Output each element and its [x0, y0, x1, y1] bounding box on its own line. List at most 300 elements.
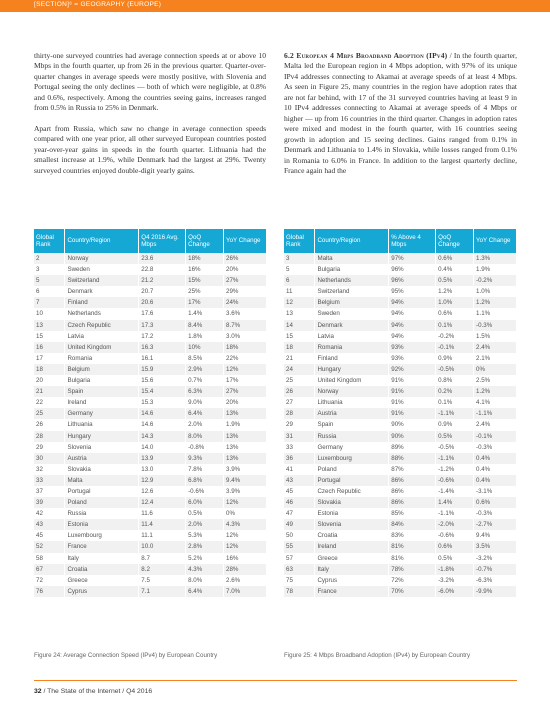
table-cell: Portugal — [65, 486, 139, 497]
table-cell: 10 — [34, 308, 65, 319]
table-cell: -6.3% — [474, 575, 517, 586]
table-row — [34, 453, 267, 464]
table-cell: 0.8% — [436, 375, 474, 386]
table-cell: -0.3% — [474, 442, 517, 453]
table-cell: Cyprus — [315, 575, 389, 586]
table-cell: -0.6% — [186, 486, 224, 497]
table-cell: Belgium — [315, 297, 389, 308]
table-cell: 97% — [389, 253, 436, 264]
table-cell: 0.5% — [436, 431, 474, 442]
table-cell: 14.3 — [139, 431, 186, 442]
table-cell: -1.8% — [436, 564, 474, 575]
table-cell: 16% — [224, 553, 267, 564]
table-cell: Belgium — [65, 364, 139, 375]
column-header: Global Rank — [34, 229, 65, 253]
table-cell: France — [315, 586, 389, 597]
table-cell: -2.0% — [436, 519, 474, 530]
table-cell: 12% — [224, 530, 267, 541]
table-cell: 3.9% — [224, 486, 267, 497]
table-cell: -0.5% — [436, 442, 474, 453]
table-cell: 4.1% — [474, 397, 517, 408]
table-cell: 8.5% — [186, 353, 224, 364]
table-cell: Sweden — [315, 308, 389, 319]
table-cell: -0.2% — [436, 331, 474, 342]
table-cell: 8.0% — [186, 431, 224, 442]
table-cell: United Kingdom — [315, 375, 389, 386]
table-cell: 8.0% — [186, 575, 224, 586]
table-cell: -1.1% — [436, 408, 474, 419]
table-cell: -1.2% — [436, 464, 474, 475]
table-cell: 2.4% — [474, 419, 517, 430]
table-cell: 94% — [389, 320, 436, 331]
table-cell: 46 — [284, 497, 315, 508]
table-cell: Spain — [315, 419, 389, 430]
table-cell: 8.4% — [186, 320, 224, 331]
table-cell: 8.7% — [224, 320, 267, 331]
column-header: YoY Change — [224, 229, 267, 253]
table-row — [284, 264, 517, 275]
table-row — [284, 342, 517, 353]
table-cell: 13 — [34, 320, 65, 331]
table-cell: 28% — [224, 564, 267, 575]
table-cell: 7.1 — [139, 586, 186, 597]
table-cell: 20% — [224, 397, 267, 408]
table-cell: 0.2% — [436, 386, 474, 397]
column-header: Country/Region — [65, 229, 139, 253]
table-row — [284, 486, 517, 497]
table-row — [34, 541, 267, 552]
table-cell: -3.2% — [436, 575, 474, 586]
table-cell: 20 — [34, 375, 65, 386]
table-cell: 78 — [284, 586, 315, 597]
table-row — [284, 508, 517, 519]
table-cell: 84% — [389, 519, 436, 530]
table-cell: 94% — [389, 297, 436, 308]
table-cell: 14.6 — [139, 408, 186, 419]
table-cell: 17.3 — [139, 320, 186, 331]
column-header: QoQ Change — [186, 229, 224, 253]
table-cell: Finland — [65, 297, 139, 308]
table-cell: 3 — [34, 264, 65, 275]
table-cell: 12% — [224, 364, 267, 375]
table-row — [34, 320, 267, 331]
figure-24-caption: Figure 24: Average Connection Speed (IPv4) by European Country — [34, 652, 218, 659]
table-row — [34, 586, 267, 597]
table-cell: 15.4 — [139, 386, 186, 397]
table-row — [284, 530, 517, 541]
table-cell: 2.6% — [224, 575, 267, 586]
table-cell: Lithuania — [65, 419, 139, 430]
table-row — [284, 275, 517, 286]
table-row — [34, 386, 267, 397]
table-cell: 5 — [284, 264, 315, 275]
table-cell: 49 — [284, 519, 315, 530]
table-cell: 15.3 — [139, 397, 186, 408]
table-cell: Malta — [315, 253, 389, 264]
table-cell: 81% — [389, 553, 436, 564]
table-cell: 10.0 — [139, 541, 186, 552]
table-cell: Netherlands — [65, 308, 139, 319]
table-cell: -6.0% — [436, 586, 474, 597]
table-cell: Denmark — [315, 320, 389, 331]
table-cell: 0.4% — [474, 475, 517, 486]
page-footer — [34, 688, 152, 695]
table-cell: Russia — [65, 508, 139, 519]
table-cell: 7.8% — [186, 464, 224, 475]
table-row — [34, 530, 267, 541]
table-cell: 94% — [389, 308, 436, 319]
table-cell: 24% — [224, 297, 267, 308]
table-cell: Cyprus — [65, 586, 139, 597]
table-cell: 96% — [389, 264, 436, 275]
table-row — [284, 297, 517, 308]
table-cell: 87% — [389, 464, 436, 475]
table-row — [284, 475, 517, 486]
table-row — [284, 331, 517, 342]
table-cell: 9.4% — [474, 530, 517, 541]
table-cell: 31 — [284, 431, 315, 442]
table-cell: 12% — [224, 497, 267, 508]
table-cell: 13.0 — [139, 464, 186, 475]
table-cell: 11.6 — [139, 508, 186, 519]
table-cell: 26 — [34, 419, 65, 430]
table-cell: 2.5% — [474, 375, 517, 386]
table-row — [34, 553, 267, 564]
table-cell: 1.4% — [436, 497, 474, 508]
table-cell: 15% — [186, 275, 224, 286]
table-cell: 15.6 — [139, 375, 186, 386]
table-cell: Romania — [315, 342, 389, 353]
table-row — [34, 564, 267, 575]
table-cell: Estonia — [315, 508, 389, 519]
table-cell: 1.9% — [474, 264, 517, 275]
table-cell: 0% — [474, 364, 517, 375]
table-cell: 9.4% — [224, 475, 267, 486]
table-row — [34, 419, 267, 430]
table-cell: Italy — [315, 564, 389, 575]
table-cell: 12.9 — [139, 475, 186, 486]
table-cell: 81% — [389, 541, 436, 552]
table-row — [284, 564, 517, 575]
table-cell: 86% — [389, 497, 436, 508]
table-cell: Hungary — [315, 364, 389, 375]
table-cell: 1.4% — [186, 308, 224, 319]
table-cell: Ireland — [65, 397, 139, 408]
report-title: The State of the Internet / Q4 2016 — [47, 688, 153, 695]
table-row — [284, 464, 517, 475]
table-cell: 12.6 — [139, 486, 186, 497]
table-cell: Bulgaria — [65, 375, 139, 386]
table-row — [34, 431, 267, 442]
table-cell: 1.0% — [436, 297, 474, 308]
table-cell: Russia — [315, 431, 389, 442]
table-cell: 17.2 — [139, 331, 186, 342]
section-subheading: 6.2 European 4 Mbps Broadband Adoption (IPv4) — [284, 51, 448, 60]
table-cell: Ireland — [315, 541, 389, 552]
table-row — [284, 453, 517, 464]
table-cell: 6.3% — [186, 386, 224, 397]
table-cell: -1.1% — [436, 453, 474, 464]
table-cell: 7.5 — [139, 575, 186, 586]
table-cell: 24 — [284, 364, 315, 375]
table-cell: 83% — [389, 530, 436, 541]
table-row — [34, 464, 267, 475]
table-cell: 86% — [389, 475, 436, 486]
table-cell: Latvia — [65, 331, 139, 342]
table-cell: 14 — [284, 320, 315, 331]
table-cell: 41 — [284, 464, 315, 475]
table-row — [284, 431, 517, 442]
avg-speed-table — [34, 229, 267, 597]
table-cell: 90% — [389, 431, 436, 442]
table-cell: 0.6% — [436, 541, 474, 552]
table-cell: Poland — [315, 464, 389, 475]
table-cell: 21 — [284, 353, 315, 364]
table-cell: 16.3 — [139, 342, 186, 353]
column-header: Q4 2016 Avg. Mbps — [139, 229, 186, 253]
table-cell: Denmark — [65, 286, 139, 297]
table-row — [284, 575, 517, 586]
table-cell: 0.6% — [474, 497, 517, 508]
table-cell: 27 — [284, 397, 315, 408]
table-cell: 5.2% — [186, 553, 224, 564]
table-cell: 5 — [34, 275, 65, 286]
table-row — [284, 408, 517, 419]
table-cell: 0.6% — [436, 308, 474, 319]
table-cell: 1.9% — [224, 419, 267, 430]
table-row — [34, 408, 267, 419]
table-cell: Finland — [315, 353, 389, 364]
table-cell: Portugal — [315, 475, 389, 486]
left-text-column — [34, 51, 266, 186]
table-row — [34, 342, 267, 353]
table-row — [34, 519, 267, 530]
table-cell: 16 — [34, 342, 65, 353]
table-row — [34, 253, 267, 264]
table-cell: 0.6% — [436, 253, 474, 264]
table-cell: 42 — [34, 508, 65, 519]
table-cell: 2.8% — [186, 541, 224, 552]
table-cell: -0.3% — [474, 508, 517, 519]
table-cell: 72 — [34, 575, 65, 586]
table-row — [284, 419, 517, 430]
table-row — [34, 308, 267, 319]
table-cell: 18% — [224, 342, 267, 353]
table-cell: -0.8% — [186, 442, 224, 453]
table-cell: 4.3% — [224, 519, 267, 530]
table-cell: Romania — [65, 353, 139, 364]
table-cell: 29 — [284, 419, 315, 430]
table-cell: Estonia — [65, 519, 139, 530]
table-cell: 78% — [389, 564, 436, 575]
table-cell: -3.1% — [474, 486, 517, 497]
table-cell: 88% — [389, 453, 436, 464]
table-cell: 9.0% — [186, 397, 224, 408]
table-cell: 36 — [284, 453, 315, 464]
table-cell: 27% — [224, 275, 267, 286]
table-cell: 11.4 — [139, 519, 186, 530]
table-cell: 92% — [389, 364, 436, 375]
table-cell: 22% — [224, 353, 267, 364]
table-cell: Switzerland — [65, 275, 139, 286]
table-row — [284, 320, 517, 331]
right-text-column — [284, 51, 517, 186]
table-cell: Malta — [65, 475, 139, 486]
table-cell: 3.6% — [224, 308, 267, 319]
table-cell: 21 — [34, 386, 65, 397]
table-cell: 12 — [284, 297, 315, 308]
table-cell: 1.2% — [436, 286, 474, 297]
table-cell: -1.1% — [474, 408, 517, 419]
table-cell: 43 — [34, 519, 65, 530]
table-cell: 22.8 — [139, 264, 186, 275]
table-row — [284, 442, 517, 453]
table-cell: 0.5% — [436, 275, 474, 286]
table-cell: -3.2% — [474, 553, 517, 564]
table-cell: 13% — [224, 408, 267, 419]
table-cell: 58 — [34, 553, 65, 564]
table-row — [284, 375, 517, 386]
table-cell: 16% — [186, 264, 224, 275]
table-cell: 50 — [284, 530, 315, 541]
table-cell: 8.2 — [139, 564, 186, 575]
table-cell: Czech Republic — [65, 320, 139, 331]
table-row — [34, 353, 267, 364]
table-row — [34, 364, 267, 375]
table-cell: -0.1% — [436, 342, 474, 353]
table-cell: 6.4% — [186, 586, 224, 597]
table-cell: 20.6 — [139, 297, 186, 308]
table-cell: 13% — [224, 442, 267, 453]
footer-rule — [34, 680, 517, 681]
table-cell: Norway — [315, 386, 389, 397]
table-cell: 70% — [389, 586, 436, 597]
table-cell: 52 — [34, 541, 65, 552]
table-cell: 20% — [224, 264, 267, 275]
table-cell: 12.4 — [139, 497, 186, 508]
table-cell: 0.7% — [186, 375, 224, 386]
table-cell: -0.1% — [474, 431, 517, 442]
table-cell: 43 — [284, 475, 315, 486]
footer-separator: / — [41, 688, 48, 695]
table-cell: 37 — [34, 486, 65, 497]
table-cell: Hungary — [65, 431, 139, 442]
table-cell: 2.4% — [474, 342, 517, 353]
table-row — [284, 497, 517, 508]
column-header: % Above 4 Mbps — [389, 229, 436, 253]
table-row — [284, 364, 517, 375]
table-row — [34, 486, 267, 497]
table-cell: 28 — [284, 408, 315, 419]
table-cell: 2 — [34, 253, 65, 264]
table-cell: Luxembourg — [315, 453, 389, 464]
table-cell: -0.6% — [436, 530, 474, 541]
table-cell: -0.7% — [474, 564, 517, 575]
column-header: Country/Region — [315, 229, 389, 253]
table-row — [34, 286, 267, 297]
table-row — [34, 264, 267, 275]
body-paragraph: thirty-one surveyed countries had average connection speeds at or above 10 Mbps in the fourth quarter, up from 26 in the previous quarter. Quarter-over-quarter changes in average speeds were mostly positive, with Slovenia and Portugal seeing the only declines — both of which were negligible, at 0.8% and 0.6%, respectively. Among the countries seeing gains, increases ranged from 0.5% in Russia to 25% in Denmark. — [34, 51, 266, 113]
table-cell: Bulgaria — [315, 264, 389, 275]
table-cell: 89% — [389, 442, 436, 453]
table-row — [284, 519, 517, 530]
table-cell: 6 — [34, 286, 65, 297]
table-cell: Greece — [315, 553, 389, 564]
table-cell: 1.8% — [186, 331, 224, 342]
table-cell: 8.7 — [139, 553, 186, 564]
table-cell: 29% — [224, 286, 267, 297]
table-cell: 6.8% — [186, 475, 224, 486]
table-cell: Czech Republic — [315, 486, 389, 497]
table-cell: 75 — [284, 575, 315, 586]
table-cell: 47 — [284, 508, 315, 519]
table-cell: 26% — [224, 253, 267, 264]
table-row — [284, 353, 517, 364]
table-cell: 7.0% — [224, 586, 267, 597]
table-cell: 1.2% — [474, 297, 517, 308]
table-cell: 3.5% — [474, 541, 517, 552]
table-cell: Germany — [65, 408, 139, 419]
table-cell: 93% — [389, 353, 436, 364]
table-cell: 85% — [389, 508, 436, 519]
table-cell: 76 — [34, 586, 65, 597]
table-cell: Slovakia — [65, 464, 139, 475]
table-header-row — [34, 229, 267, 253]
table-cell: Switzerland — [315, 286, 389, 297]
table-cell: 90% — [389, 419, 436, 430]
table-row — [284, 397, 517, 408]
table-cell: Latvia — [315, 331, 389, 342]
table-cell: 0.9% — [436, 353, 474, 364]
table-cell: France — [65, 541, 139, 552]
table-cell: 15 — [284, 331, 315, 342]
table-cell: 91% — [389, 397, 436, 408]
table-cell: 20.7 — [139, 286, 186, 297]
table-cell: 6 — [284, 275, 315, 286]
table-cell: 0.5% — [436, 553, 474, 564]
table-cell: 91% — [389, 386, 436, 397]
table-cell: 1.5% — [474, 331, 517, 342]
table-cell: 4.3% — [186, 564, 224, 575]
table-cell: 7 — [34, 297, 65, 308]
table-cell: Croatia — [65, 564, 139, 575]
table-cell: 17 — [34, 353, 65, 364]
table-row — [284, 386, 517, 397]
table-cell: 23.6 — [139, 253, 186, 264]
table-cell: 6.0% — [186, 497, 224, 508]
table-cell: 12% — [224, 541, 267, 552]
table-cell: 30 — [34, 453, 65, 464]
table-cell: 0.4% — [474, 464, 517, 475]
table-row — [284, 586, 517, 597]
table-cell: Slovakia — [315, 497, 389, 508]
table-cell: Germany — [315, 442, 389, 453]
table-cell: 93% — [389, 342, 436, 353]
table-row — [284, 286, 517, 297]
table-cell: 18 — [34, 364, 65, 375]
table-cell: -0.5% — [436, 364, 474, 375]
table-cell: 9.3% — [186, 453, 224, 464]
table-cell: Lithuania — [315, 397, 389, 408]
table-cell: 0.9% — [436, 419, 474, 430]
table-row — [34, 297, 267, 308]
table-cell: 29 — [34, 442, 65, 453]
table-cell: 11.1 — [139, 530, 186, 541]
body-paragraph: Apart from Russia, which saw no change in average connection speeds compared with one year prior, all other surveyed European countries posted year-over-year gains in speeds in the fourth quarter. Lithuania had the smallest increase at 1.9%, while Denmark had the largest at 29%. Twenty surveyed countries enjoyed double-digit yearly gains. — [34, 123, 266, 175]
table-cell: Luxembourg — [65, 530, 139, 541]
table-cell: 13% — [224, 431, 267, 442]
table-cell: 3.0% — [224, 331, 267, 342]
